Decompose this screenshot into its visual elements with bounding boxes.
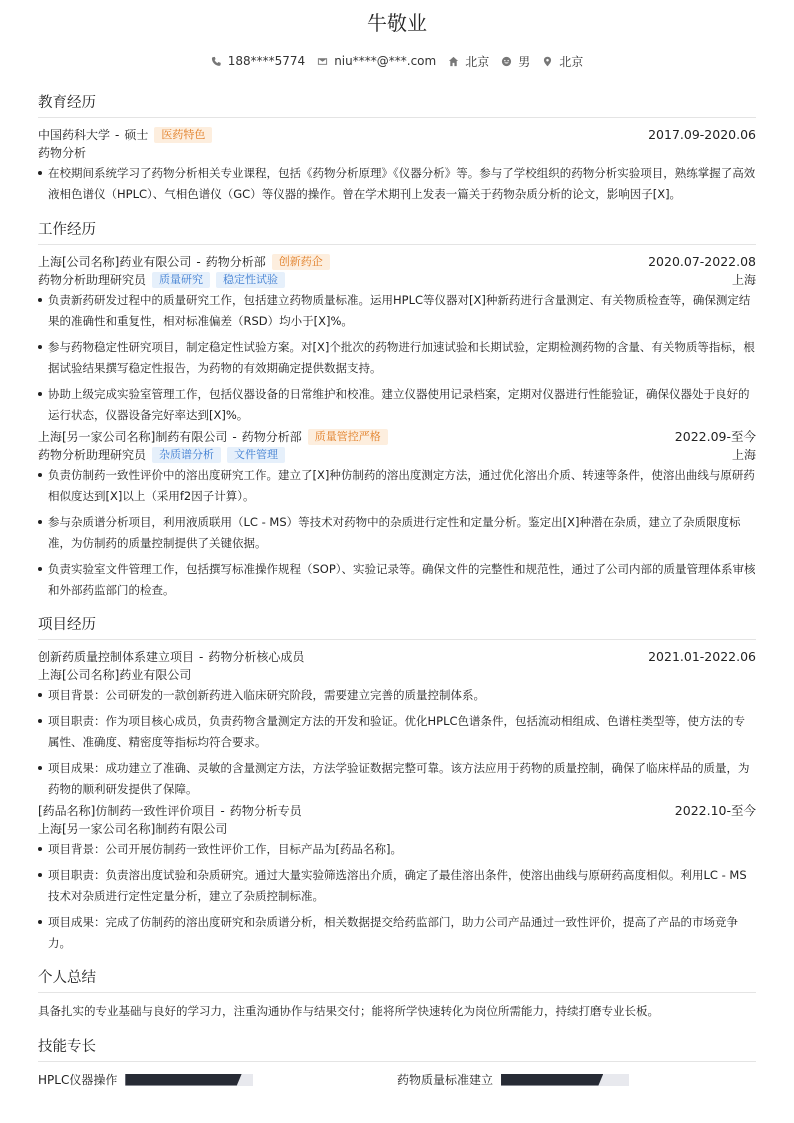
bullet-list: [38, 163, 756, 205]
entry-title: [38, 648, 304, 666]
entry-subtitle: [38, 446, 756, 464]
company-tag: 质量管控严格: [308, 429, 388, 445]
project-role: 药物分析专员: [229, 804, 302, 818]
project-entry: [38, 648, 756, 800]
bullet-list: [38, 290, 756, 426]
contact-location-text: 北京: [559, 54, 584, 69]
job-role: 药物分析助理研究员: [38, 273, 147, 287]
project-name: [药品名称]仿制药一致性评价项目: [38, 804, 216, 818]
entry-subtitle: [38, 666, 756, 684]
contact-email-text: niu****@***.com: [334, 54, 437, 68]
entry-date: 2017.09-2020.06: [648, 127, 756, 142]
bullet-list: [38, 465, 756, 601]
projects-section-title: 项目经历: [38, 615, 756, 640]
home-icon: [448, 56, 459, 67]
skills-section-title: 技能专长: [38, 1037, 756, 1062]
skill-item: [38, 1071, 397, 1088]
skill-label: 药物质量标准建立: [397, 1073, 494, 1087]
title-separator: -: [199, 650, 204, 664]
entry-subtitle: [38, 144, 756, 162]
skill-bar-fill: [125, 1074, 241, 1086]
major: 药物分析: [38, 146, 87, 160]
contact-location: [542, 53, 583, 70]
list-item: 项目背景：公司研发的一款创新药进入临床研究阶段，需要建立完善的质量控制体系。: [38, 685, 756, 706]
list-item: 参与药物稳定性研究项目，制定稳定性试验方案。对[X]个批次的药物进行加速试验和长期试验，定期检测药物的含量、有关物质等指标，根据试验结果撰写稳定性报告，为药物的有效期确定提供数据支持。: [38, 337, 756, 379]
project-name: 创新药质量控制体系建立项目: [38, 650, 195, 664]
education-section-title: 教育经历: [38, 93, 756, 118]
entry-date: 2022.09-至今: [674, 429, 756, 444]
skill-bar: [501, 1074, 629, 1086]
company-name: 上海[公司名称]药业有限公司: [38, 255, 192, 269]
company-tag: 创新药企: [272, 254, 330, 270]
role-tag: 文件管理: [227, 447, 285, 463]
contact-row: [38, 52, 756, 70]
skill-label: HPLC仪器操作: [38, 1073, 118, 1087]
job-location: 上海: [731, 273, 756, 287]
title-separator: -: [115, 128, 120, 142]
entry-title: [38, 428, 388, 446]
contact-gender: [501, 53, 530, 70]
work-entry: [38, 428, 756, 601]
list-item: 负责仿制药一致性评价中的溶出度研究工作。建立了[X]种仿制药的溶出度测定方法，通过优化溶出介质、转速等条件，使溶出曲线与原研药相似度达到[X]以上（采用f2因子计算）。: [38, 465, 756, 507]
phone-icon: [211, 56, 222, 67]
contact-email: [317, 54, 436, 68]
title-separator: -: [196, 255, 201, 269]
school-name: 中国药科大学: [38, 128, 111, 142]
project-org: 上海[另一家公司名称]制药有限公司: [38, 822, 228, 836]
list-item: 在校期间系统学习了药物分析相关专业课程，包括《药物分析原理》《仪器分析》等。参与了学校组织的药物分析实验项目，熟练掌握了高效液相色谱仪（HPLC）、气相色谱仪（GC）等仪器的操作。曾在学术期刊上发表一篇关于药物杂质分析的论文，影响因子[X]。: [38, 163, 756, 205]
bullet-list: [38, 839, 756, 954]
job-location: 上海: [731, 448, 756, 462]
gender-icon: [501, 56, 512, 67]
summary-text: 具备扎实的专业基础与良好的学习力，注重沟通协作与结果交付；能将所学快速转化为岗位所需能力，持续打磨专业长板。: [38, 1004, 659, 1018]
list-item: 项目成果：成功建立了准确、灵敏的含量测定方法，方法学验证数据完整可靠。该方法应用于药物的质量控制，确保了临床样品的质量，为药物的顺利研发提供了保障。: [38, 758, 756, 800]
list-item: 项目成果：完成了仿制药的溶出度研究和杂质谱分析，相关数据提交给药监部门，助力公司产品通过一致性评价，提高了产品的市场竞争力。: [38, 912, 756, 954]
list-item: 负责新药研发过程中的质量研究工作，包括建立药物质量标准。运用HPLC等仪器对[X]种新药进行含量测定、有关物质检查等，确保测定结果的准确性和重复性，相对标准偏差（RSD）均小于[X]%。: [38, 290, 756, 332]
title-separator: -: [220, 804, 225, 818]
role-line: [38, 271, 285, 289]
department: 药物分析部: [205, 255, 266, 269]
work-section-title: 工作经历: [38, 220, 756, 245]
entry-subtitle: [38, 271, 756, 289]
project-role: 药物分析核心成员: [208, 650, 305, 664]
entry-header: [38, 253, 756, 271]
entry-title: [38, 253, 330, 271]
list-item: 项目职责：负责溶出度试验和杂质研究。通过大量实验筛选溶出介质，确定了最佳溶出条件，使溶出曲线与原研药高度相似。利用LC - MS技术对杂质进行定性定量分析，建立了杂质控制标准。: [38, 865, 756, 907]
department: 药物分析部: [241, 430, 302, 444]
mail-icon: [317, 56, 328, 67]
role-tag: 质量研究: [152, 272, 210, 288]
summary-section-title: 个人总结: [38, 968, 756, 993]
contact-home-text: 北京: [465, 54, 490, 69]
job-role: 药物分析助理研究员: [38, 448, 147, 462]
education-entry: [38, 126, 756, 205]
list-item: 协助上级完成实验室管理工作，包括仪器设备的日常维护和校准。建立仪器使用记录档案，定期对仪器进行性能验证，确保仪器处于良好的运行状态，仪器设备完好率达到[X]%。: [38, 384, 756, 426]
contact-home: [448, 53, 489, 70]
contact-gender-text: 男: [518, 54, 531, 69]
project-org: 上海[公司名称]药业有限公司: [38, 668, 192, 682]
list-item: 负责实验室文件管理工作，包括撰写标准操作规程（SOP）、实验记录等。确保文件的完整性和规范性，通过了公司内部的质量管理体系审核和外部药监部门的检查。: [38, 559, 756, 601]
list-item: 项目背景：公司开展仿制药一致性评价工作，目标产品为[药品名称]。: [38, 839, 756, 860]
title-separator: -: [232, 430, 237, 444]
contact-phone: [211, 54, 305, 68]
list-item: 参与杂质谱分析项目，利用液质联用（LC - MS）等技术对药物中的杂质进行定性和定量分析。鉴定出[X]种潜在杂质，建立了杂质限度标准，为仿制药的质量控制提供了关键依据。: [38, 512, 756, 554]
entry-header: [38, 802, 756, 820]
school-tag: 医药特色: [154, 127, 212, 143]
entry-title: [38, 126, 212, 144]
entry-header: [38, 126, 756, 144]
entry-header: [38, 428, 756, 446]
skill-bar-fill: [501, 1074, 603, 1086]
entry-date: 2020.07-2022.08: [648, 254, 756, 269]
bullet-list: [38, 685, 756, 800]
skill-item: [397, 1071, 756, 1088]
entry-date: 2021.01-2022.06: [648, 649, 756, 664]
degree: 硕士: [124, 128, 149, 142]
work-entry: [38, 253, 756, 426]
location-pin-icon: [542, 56, 553, 67]
role-tag: 稳定性试验: [216, 272, 285, 288]
skill-bar: [125, 1074, 253, 1086]
entry-header: [38, 648, 756, 666]
entry-title: [38, 802, 302, 820]
role-tag: 杂质谱分析: [152, 447, 221, 463]
project-entry: [38, 802, 756, 954]
skills-list: [38, 1071, 756, 1088]
resume-page: [38, 0, 756, 1088]
candidate-name: 牛敬业: [367, 11, 427, 35]
list-item: 项目职责：作为项目核心成员，负责药物含量测定方法的开发和验证。优化HPLC色谱条件，包括流动相组成、色谱柱类型等，使方法的专属性、准确度、精密度等指标均符合要求。: [38, 711, 756, 753]
entry-date: 2022.10-至今: [674, 803, 756, 818]
contact-phone-text: 188****5774: [227, 54, 306, 68]
role-line: [38, 446, 285, 464]
company-name: 上海[另一家公司名称]制药有限公司: [38, 430, 228, 444]
entry-subtitle: [38, 820, 756, 838]
